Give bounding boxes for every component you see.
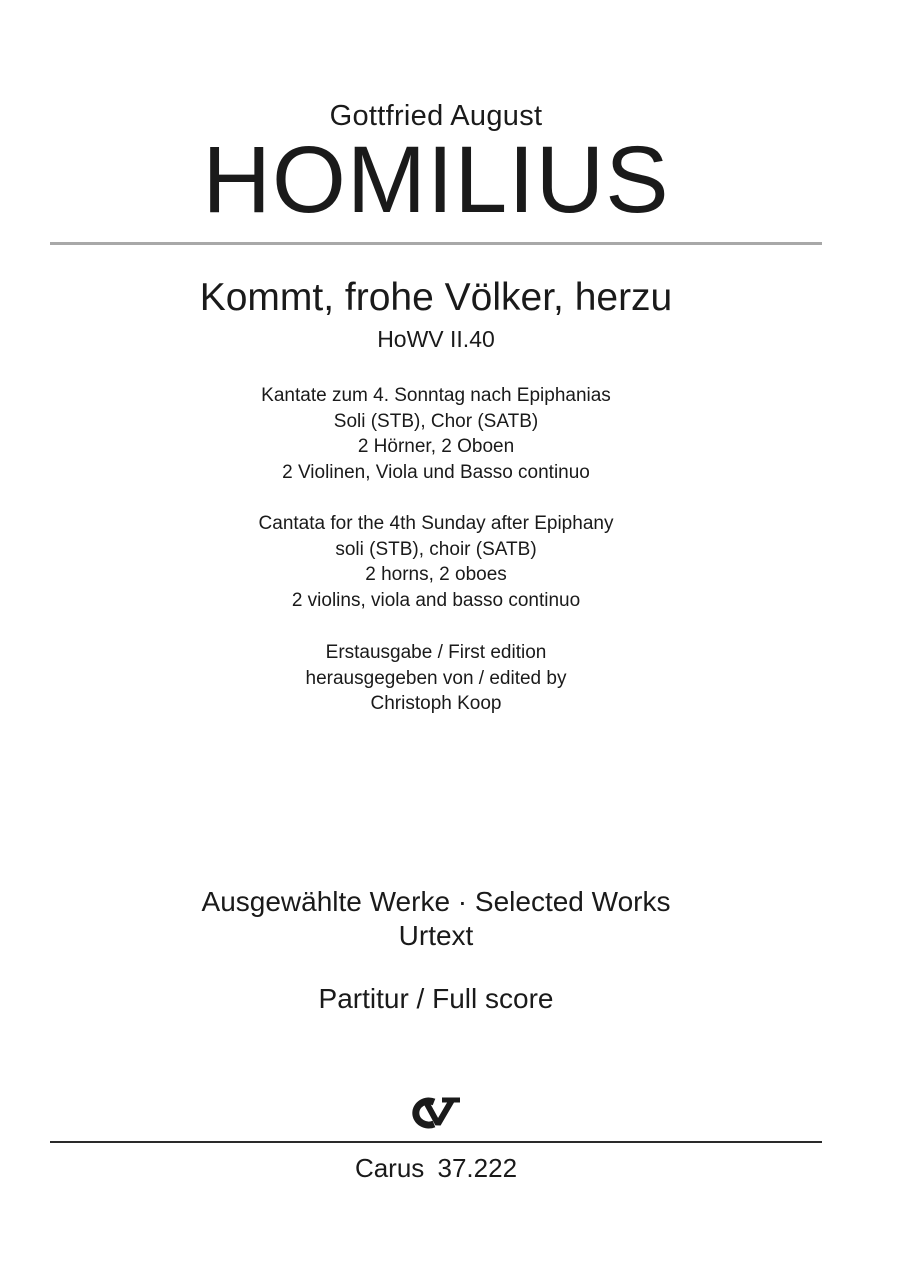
composer-surname: HOMILIUS [202,127,670,233]
description-line: 2 horns, 2 oboes [365,564,507,585]
description-german [0,383,872,485]
score-type: Partitur / Full score [318,983,554,1014]
publisher-label: Carus 37.222 [354,1153,518,1183]
description-line: 2 Hörner, 2 Oboen [357,436,515,457]
bottom-divider [50,1141,822,1143]
description-line: Cantata for the 4th Sunday after Epiphany [258,513,614,534]
series-info [0,885,872,953]
composer-first-name: Gottfried August [329,100,543,132]
edition-info [0,640,872,717]
urtext-label: Urtext [398,920,474,951]
description-english [0,511,872,613]
editor-name: Christoph Koop [370,693,502,714]
description-line: 2 violins, viola and basso continuo [291,589,581,611]
description-line: Kantate zum 4. Sonntag nach Epiphanias [261,385,611,406]
description-line: soli (STB), choir (SATB) [335,538,537,560]
top-divider [50,242,822,245]
description-line: 2 Violinen, Viola und Basso continuo [282,461,590,483]
series-title: Ausgewählte Werke · Selected Works [201,886,671,917]
edition-line: herausgegeben von / edited by [305,667,567,689]
catalog-number: HoWV II.40 [377,326,495,352]
carus-cv-logo-icon [412,1096,462,1130]
work-title: Kommt, frohe Völker, herzu [199,276,673,319]
edition-line: Erstausgabe / First edition [325,642,547,663]
description-line: Soli (STB), Chor (SATB) [333,410,539,432]
